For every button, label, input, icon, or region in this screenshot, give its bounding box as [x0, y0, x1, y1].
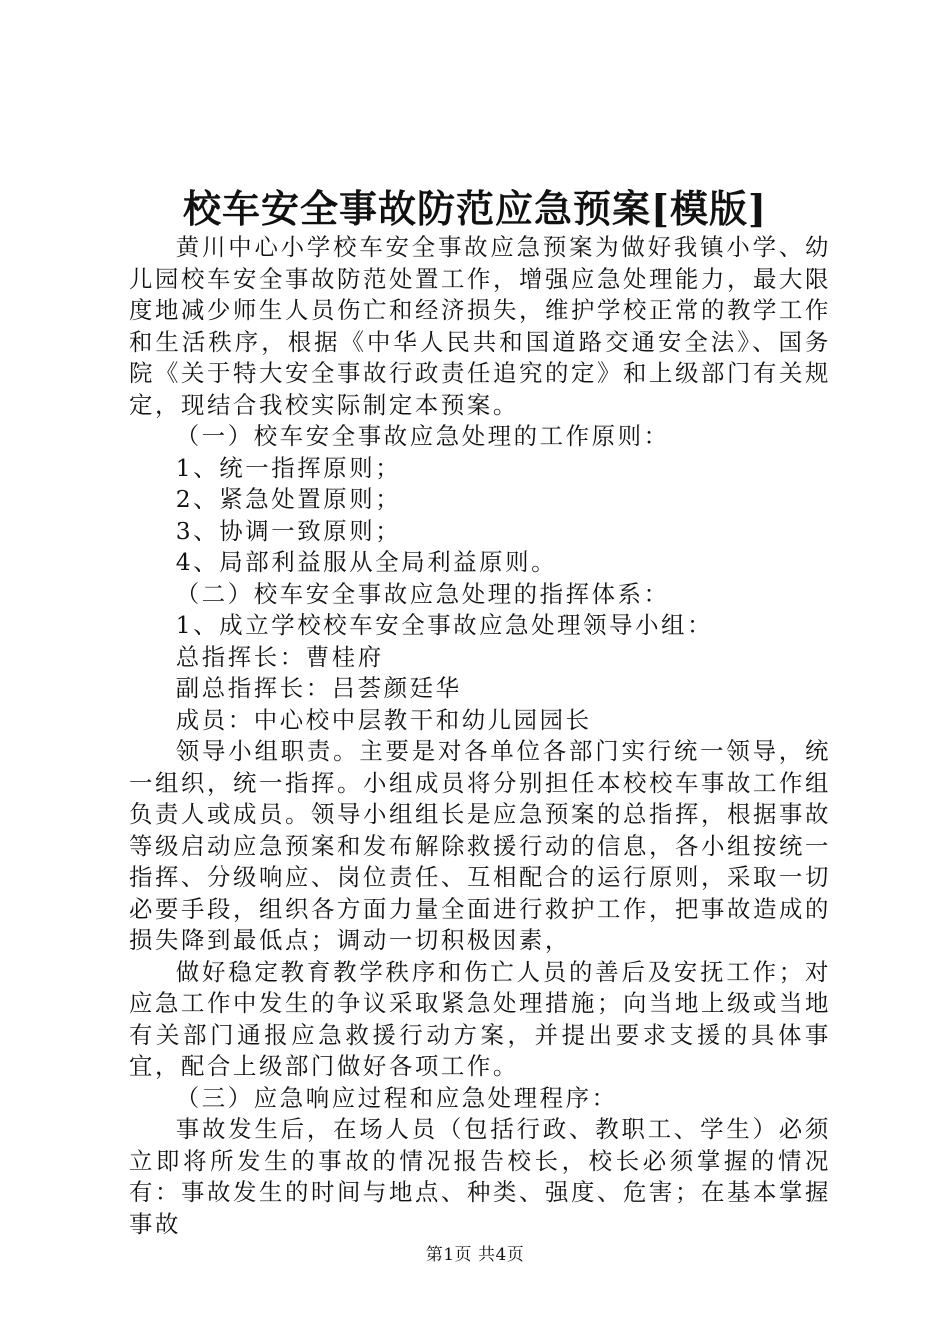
list-item: 3、协调一致原则； — [175, 516, 402, 545]
paragraph-aftercare: 做好稳定教育教学秩序和伤亡人员的善后及安抚工作；对应急工作中发生的争议采取紧急处理措施；向当地上级或当地有关部门通报应急救援行动方案，并提出要求支援的具体事宜，配合上级部门做好各项工作。 — [129, 957, 831, 1080]
paragraph-duties: 领导小组职责。主要是对各单位各部门实行统一领导，统一组织，统一指挥。小组成员将分别担任本校校车事故工作组负责人或成员。领导小组组长是应急预案的总指挥，根据事故等级启动应急预案和发布解除救援行动的信息，各小组按统一指挥、分级响应、岗位责任、互相配合的运行原则，采取一切必要手段，组织各方面力量全面进行救护工作，把事故造成的损失降到最低点；调动一切积极因素， — [129, 737, 831, 954]
deputy-commander-line: 副总指挥长：吕荟颜廷华 — [175, 674, 462, 702]
section-heading-3: （三）应急响应过程和应急处理程序： — [175, 1083, 618, 1112]
paragraph-response: 事故发生后，在场人员（包括行政、教职工、学生）必须立即将所发生的事故的情况报告校长，校长必须掌握的情况有：事故发生的时间与地点、种类、强度、危害；在基本掌握事故 — [129, 1115, 831, 1238]
page-footer: 第1页 共4页 — [425, 1245, 525, 1265]
list-item: 1、成立学校校车安全事故应急处理领导小组： — [175, 611, 714, 639]
section-heading-1: （一）校车安全事故应急处理的工作原则： — [175, 422, 670, 450]
list-item: 2、紧急处置原则； — [175, 485, 402, 513]
list-item: 4、局部利益服从全局利益原则。 — [175, 548, 558, 576]
paragraph-intro: 黄川中心小学校车安全事故应急预案为做好我镇小学、幼儿园校车安全事故防范处置工作，增强应急处理能力，最大限度地减少师生人员伤亡和经济损失，维护学校正常的教学工作和生活秩序，根据《中华人民共和国道路交通安全法》、国务院《关于特大安全事故行政责任追究的定》和上级部门有关规定，现结合我校实际制定本预案。 — [129, 233, 831, 419]
section-heading-2: （二）校车安全事故应急处理的指挥体系： — [175, 579, 670, 608]
members-line: 成员：中心校中层教干和幼儿园园长 — [175, 705, 592, 734]
list-item: 1、统一指挥原则； — [175, 453, 402, 482]
commander-line: 总指挥长：曹桂府 — [175, 642, 384, 671]
document-body — [129, 232, 831, 1240]
document-title: 校车安全事故防范应急预案[模版] — [183, 186, 767, 231]
